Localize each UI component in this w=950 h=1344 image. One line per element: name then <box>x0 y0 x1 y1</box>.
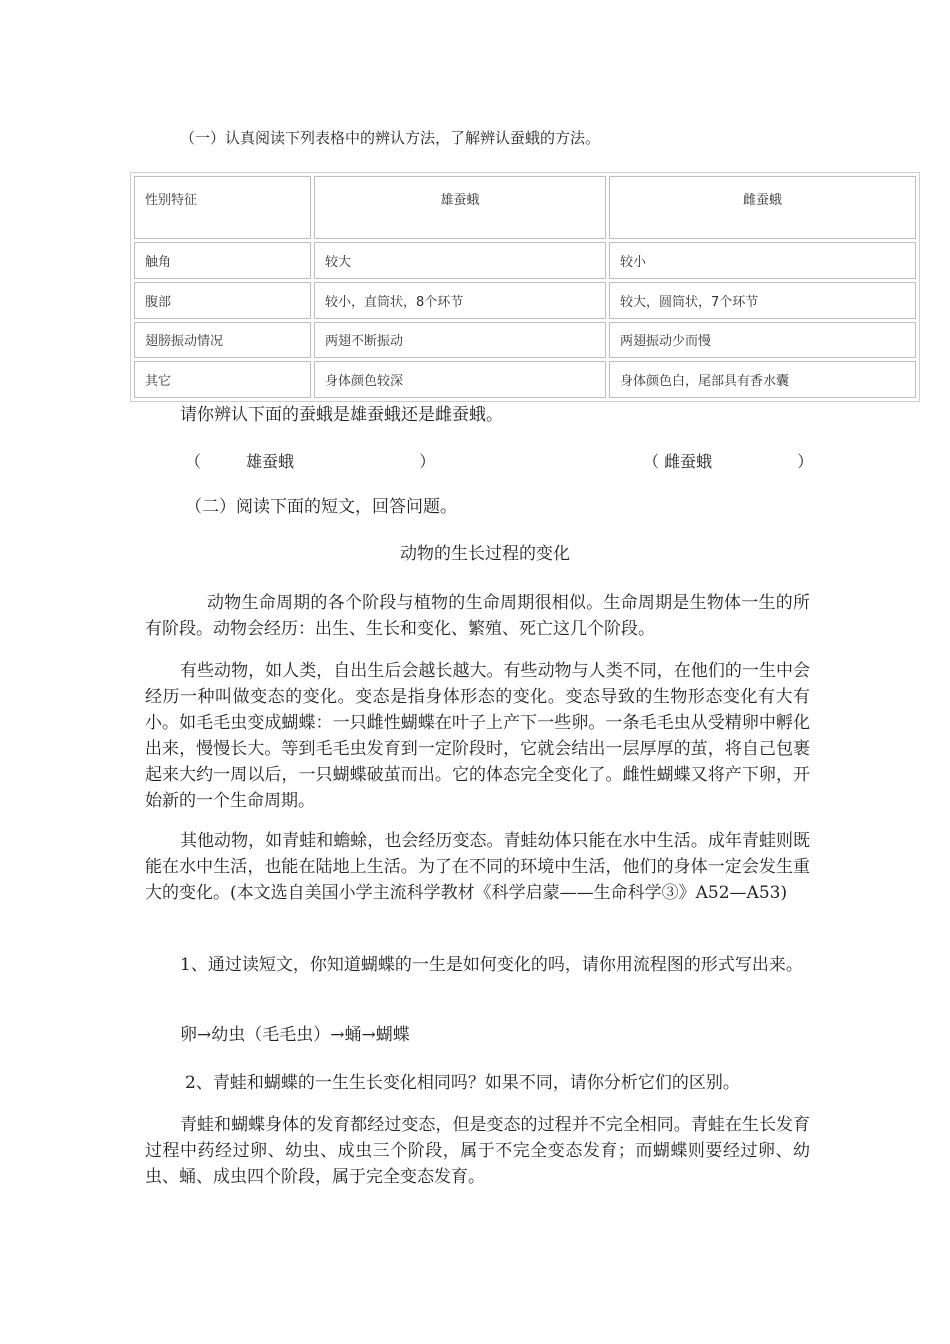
paren-open: （ <box>185 452 202 471</box>
question-1: 1、通过读短文，你知道蝴蝶的一生是如何变化的吗，请你用流程图的形式写出来。 <box>180 955 803 975</box>
answer-female-text: 雌蚕蛾 <box>664 452 713 471</box>
article-title: 动物的生长过程的变化 <box>400 544 570 564</box>
paren-close: ） <box>419 452 436 471</box>
male-value: 身体颜色较深 <box>314 361 606 398</box>
answer-male-text: 雄蚕蛾 <box>246 452 295 471</box>
female-value: 较小 <box>609 242 916 279</box>
article-paragraph-2: 有些动物，如人类，自出生后会越长越大。有些动物与人类不同，在他们的一生中会经历一种叫做变态的变化。变态是指身体形态的变化。变态导致的生物形态变化有大有小。如毛毛虫变成蝴蝶：一只雌性蝴蝶在叶子上产下一些卵。一条毛毛虫从受精卵中孵化出来，慢慢长大。等到毛毛虫发育到一定阶段时，它就会结出一层厚厚的茧，将自己包裹起来大约一周以后，一只蝴蝶破茧而出。它的体态完全变化了。雌性蝴蝶又将产下卵，开始新的一个生命周期。 <box>145 661 810 811</box>
article-paragraph-1: 动物生命周期的各个阶段与植物的生命周期很相似。生命周期是生物体一生的所有阶段。动物会经历：出生、生长和变化、繁殖、死亡这几个阶段。 <box>145 593 810 639</box>
row-label: 触角 <box>134 242 311 279</box>
question-2: 2、青蛙和蝴蝶的一生生长变化相同吗？如果不同，请你分析它们的区别。 <box>185 1073 740 1093</box>
row-label: 翅膀振动情况 <box>134 322 311 359</box>
part1-title: （一）认真阅读下列表格中的辨认方法，了解辨认蚕蛾的方法。 <box>180 129 601 147</box>
header-sex-trait: 性别特征 <box>134 176 311 239</box>
answer-2: 青蛙和蝴蝶身体的发育都经过变态，但是变态的过程并不完全相同。青蛙在生长发育过程中药经过卵、幼虫、成虫三个阶段，属于不完全变态发育；而蝴蝶则要经过卵、幼虫、蛹、成虫四个阶段，属于完全变态发育。 <box>145 1115 810 1187</box>
female-value: 较大，圆筒状，7个环节 <box>609 282 916 319</box>
header-male-moth: 雄蚕蛾 <box>314 176 606 239</box>
row-label: 其它 <box>134 361 311 398</box>
moth-identification-table <box>130 172 920 402</box>
table-header-row <box>134 176 916 239</box>
female-value: 身体颜色白，尾部具有香水囊 <box>609 361 916 398</box>
male-value: 两翅不断振动 <box>314 322 606 359</box>
part2-title: （二）阅读下面的短文，回答问题。 <box>185 497 457 517</box>
table-row <box>134 361 916 398</box>
header-female-moth: 雌蚕蛾 <box>609 176 916 239</box>
table-row <box>134 242 916 279</box>
identify-question: 请你辨认下面的蚕蛾是雄蚕蛾还是雌蚕蛾。 <box>180 405 503 425</box>
article-paragraph-3: 其他动物，如青蛙和蟾蜍，也会经历变态。青蛙幼体只能在水中生活。成年青蛙则既能在水中生活，也能在陆地上生活。为了在不同的环境中生活，他们的身体一定会发生重大的变化。(本文选自美国小学主流科学教材《科学启蒙——生命科学③》A52—A53) <box>145 831 810 903</box>
row-label: 腹部 <box>134 282 311 319</box>
answer-1: 卵→幼虫（毛毛虫）→蛹→蝴蝶 <box>180 1025 410 1045</box>
answer-female <box>643 449 813 475</box>
table-row <box>134 322 916 359</box>
male-value: 较大 <box>314 242 606 279</box>
female-value: 两翅振动少而慢 <box>609 322 916 359</box>
male-value: 较小，直筒状，8个环节 <box>314 282 606 319</box>
answer-male <box>185 449 435 475</box>
paren-open: （ <box>643 452 660 471</box>
table-row <box>134 282 916 319</box>
paren-close: ） <box>797 452 814 471</box>
